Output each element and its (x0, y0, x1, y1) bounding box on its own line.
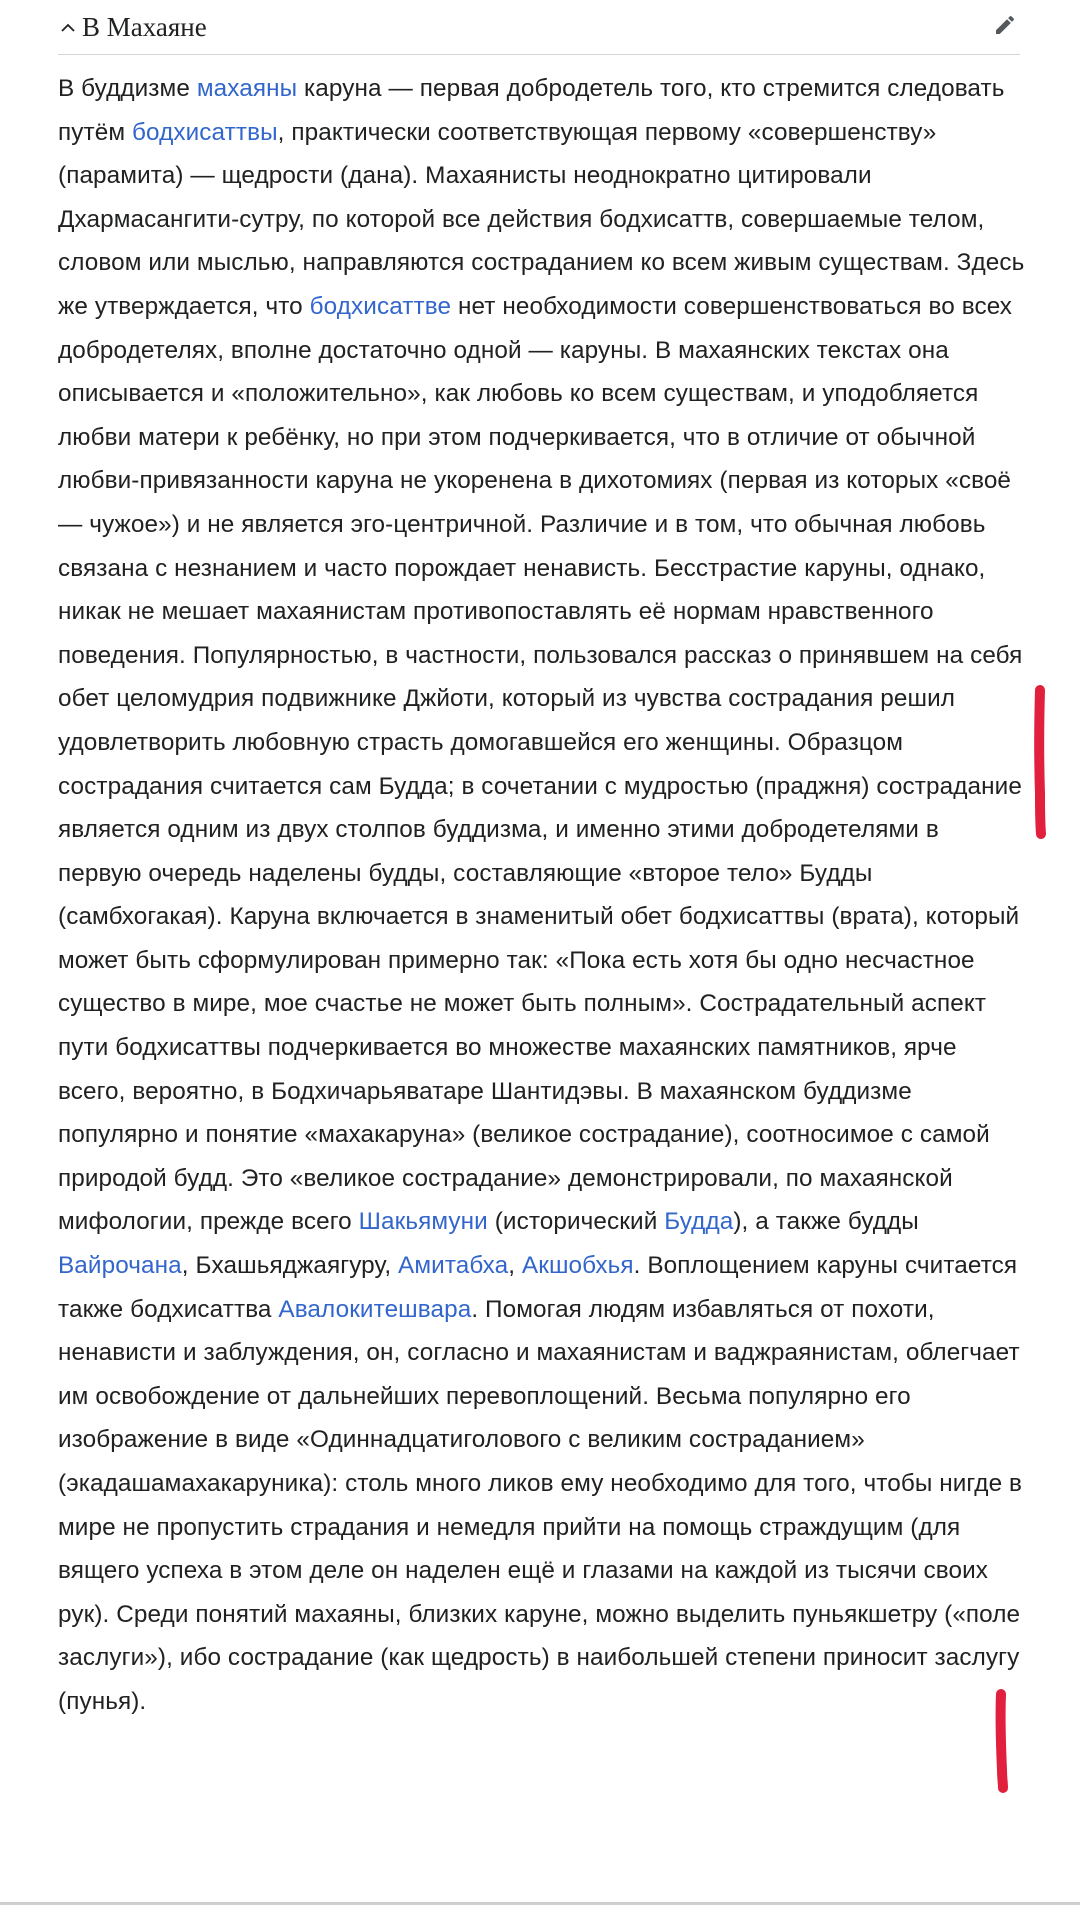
section-title[interactable]: В Махаяне (82, 11, 207, 42)
text-run: (исторический (487, 1208, 665, 1236)
link-mahayana[interactable]: махаяны (196, 75, 298, 102)
link-amitabha[interactable]: Амитабха (398, 1252, 509, 1280)
link-bodhisattva[interactable]: бодхисаттвы (132, 118, 278, 146)
chevron-up-icon[interactable] (58, 17, 78, 37)
text-run: , практически соответствующая первому «совершенству» (парамита) — щедрости (дана). Махаянисты неоднократно цитировали Дхармасангити-сутру, по которой все действия бодхисаттв, совершаемые телом, словом или мыслью, направляются состраданием ко всем живым существам. Здесь же утверждается, что (58, 118, 1025, 320)
link-bodhisattve[interactable]: бодхисаттве (309, 292, 452, 320)
text-run: , Бхашьяджаягуру, (181, 1252, 399, 1280)
text-run: В буддизме (58, 75, 197, 102)
paragraph (58, 67, 1026, 1724)
text-run: ), а также будды (733, 1208, 919, 1236)
red-annotation-mark (990, 1688, 1014, 1794)
article-body (58, 67, 1026, 1724)
link-akshobhya[interactable]: Акшобхья (521, 1252, 634, 1280)
section-header (58, 0, 1020, 55)
text-run: . Воплощением каруны считается также бодхисаттва (58, 1252, 1018, 1323)
red-annotation-mark (1028, 684, 1052, 842)
link-shakyamuni[interactable]: Шакьямуни (358, 1208, 488, 1236)
text-run: каруна — первая добродетель того, кто стремится следовать путём (58, 75, 1005, 146)
link-avalokiteshvara[interactable]: Авалокитешвара (278, 1295, 472, 1323)
link-vairochana[interactable]: Вайрочана (58, 1252, 182, 1280)
text-run: , (508, 1252, 522, 1280)
pencil-icon[interactable] (990, 10, 1020, 40)
link-buddha[interactable]: Будда (664, 1208, 734, 1236)
text-run: . Помогая людям избавляться от похоти, ненависти и заблуждения, он, согласно и махаянистам и ваджраянистам, облегчает им освобождение от дальнейших перевоплощений. Весьма популярно его изображение в виде «Одиннадцатиголового с великим состраданием» (экадашамахакаруника): столь много ликов ему необходимо для того, чтобы нигде в мире не пропустить страдания и немедля прийти на помощь страждущим (для вящего успеха в этом деле он наделен ещё и глазами на каждой из тысячи своих рук). Среди понятий махаяны, близких каруне, можно выделить пуньякшетру («поле заслуги»), ибо сострадание (как щедрость) в наибольшей степени приносит заслугу (пунья). (58, 1295, 1023, 1715)
text-run: нет необходимости совершенствоваться во всех добродетелях, вполне достаточно одной — каруны. В махаянских текстах она описывается и «положительно», как любовь ко всем существам, и уподобляется любви матери к ребёнку, но при этом подчеркивается, что в отличие от обычной любви-привязанности каруна не укоренена в дихотомиях (первая из которых «своё — чужое») и не является эго-центричной. Различие и в том, что обычная любовь связана с незнанием и часто порождает ненависть. Бесстрастие каруны, однако, никак не мешает махаянистам противопоставлять её нормам нравственного поведения. Популярностью, в частности, пользовался рассказ о принявшем на себя обет целомудрия подвижнике Джйоти, который из чувства сострадания решил удовлетворить любовную страсть домогавшейся его женщины. Образцом сострадания считается сам Будда; в сочетании с мудростью (праджня) сострадание является одним из двух столпов буддизма, и именно этими добродетелями в первую очередь наделены будды, составляющие «второе тело» Будды (самбхогакая). Каруна включается в знаменитый обет бодхисаттвы (врата), который может быть сформулирован примерно так: «Пока есть хотя бы одно несчастное существо в мире, мое счастье не может быть полным». Сострадательный аспект пути бодхисаттвы подчеркивается во множестве махаянских памятников, ярче всего, вероятно, в Бодхичарьяватаре Шантидэвы. В махаянском буддизме популярно и понятие «махакаруна» (великое сострадание), соотносимое с самой природой будд. Это «великое сострадание» демонстрировали, по махаянской мифологии, прежде всего (58, 292, 1023, 1236)
